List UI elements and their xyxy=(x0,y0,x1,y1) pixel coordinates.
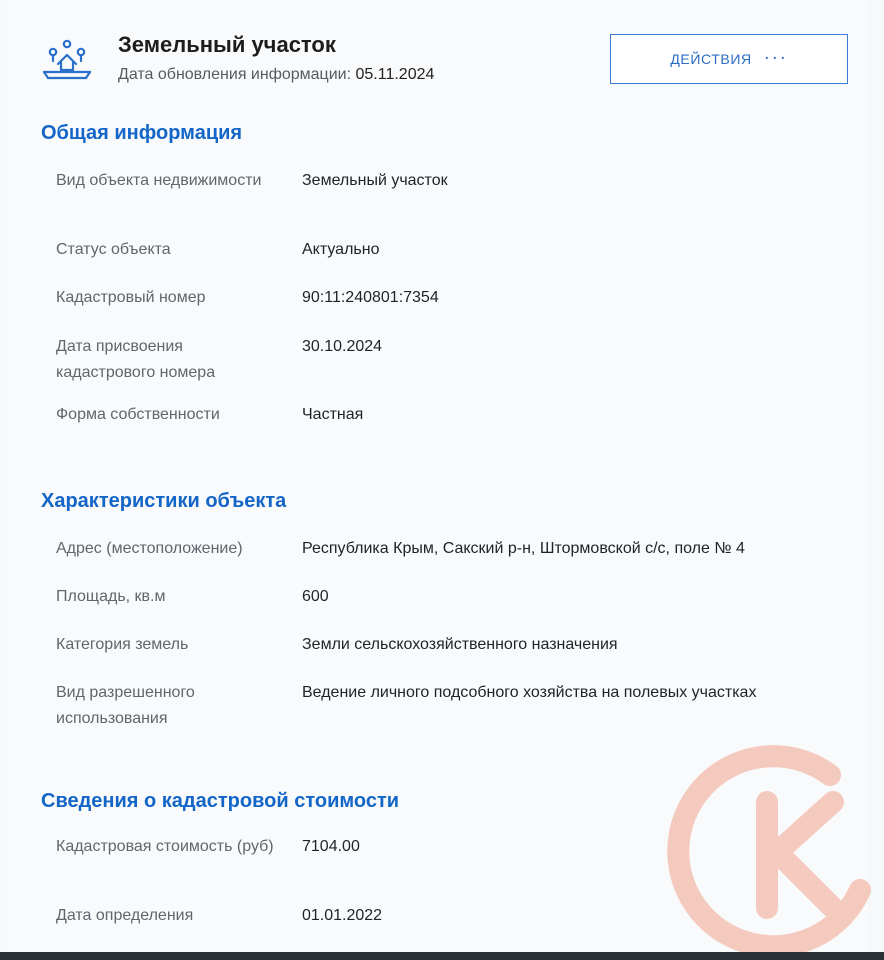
row-label: Дата определения xyxy=(56,907,194,924)
row-label: Вид объекта недвижимости xyxy=(56,172,262,189)
row-label: Форма собственности xyxy=(56,406,220,423)
row-value: 01.01.2022 xyxy=(302,907,383,924)
update-date-value: 05.11.2024 xyxy=(355,66,435,83)
row-label: Кадастровый номер xyxy=(56,289,206,306)
section-title-cadastral-value: Сведения о кадастровой стоимости xyxy=(41,790,400,812)
cadastral-number: 90:11:240801:7354 xyxy=(302,289,439,306)
section-title-characteristics: Характеристики объекта xyxy=(41,490,287,512)
object-header xyxy=(40,30,850,90)
update-date xyxy=(118,66,434,84)
row-label: Вид разрешенного использования xyxy=(56,684,195,727)
cadastral-value-amount: 7104.00 xyxy=(302,838,360,855)
row-value: Ведение личного подсобного хозяйства на полевых участках xyxy=(302,684,757,701)
row-value: Частная xyxy=(302,406,364,423)
row-label: Дата присвоения кадастрового номера xyxy=(56,338,216,381)
row-label: Статус объекта xyxy=(56,241,171,258)
bottom-bar xyxy=(0,952,884,960)
address-value: Республика Крым, Сакский р-н, Штормовской с/с, поле № 4 xyxy=(302,540,745,557)
row-label: Адрес (местоположение) xyxy=(56,540,243,557)
row-value: 600 xyxy=(302,588,329,605)
row-value: Актуально xyxy=(302,241,380,258)
page-title: Земельный участок xyxy=(118,32,336,57)
row-label: Площадь, кв.м xyxy=(56,588,166,605)
update-date-label: Дата обновления информации: xyxy=(118,66,352,83)
actions-button-label: ДЕЙСТВИЯ xyxy=(670,51,752,67)
actions-button[interactable] xyxy=(610,34,848,84)
row-value: Земли сельскохозяйственного назначения xyxy=(302,636,618,653)
row-label: Категория земель xyxy=(56,636,189,653)
more-dots-icon: ··· xyxy=(763,47,788,67)
row-value: 30.10.2024 xyxy=(302,338,383,355)
land-plot-icon xyxy=(40,38,94,82)
row-label: Кадастровая стоимость (руб) xyxy=(56,838,274,855)
watermark-logo-icon xyxy=(665,740,884,960)
row-value: Земельный участок xyxy=(302,172,448,189)
section-title-general: Общая информация xyxy=(41,122,243,144)
